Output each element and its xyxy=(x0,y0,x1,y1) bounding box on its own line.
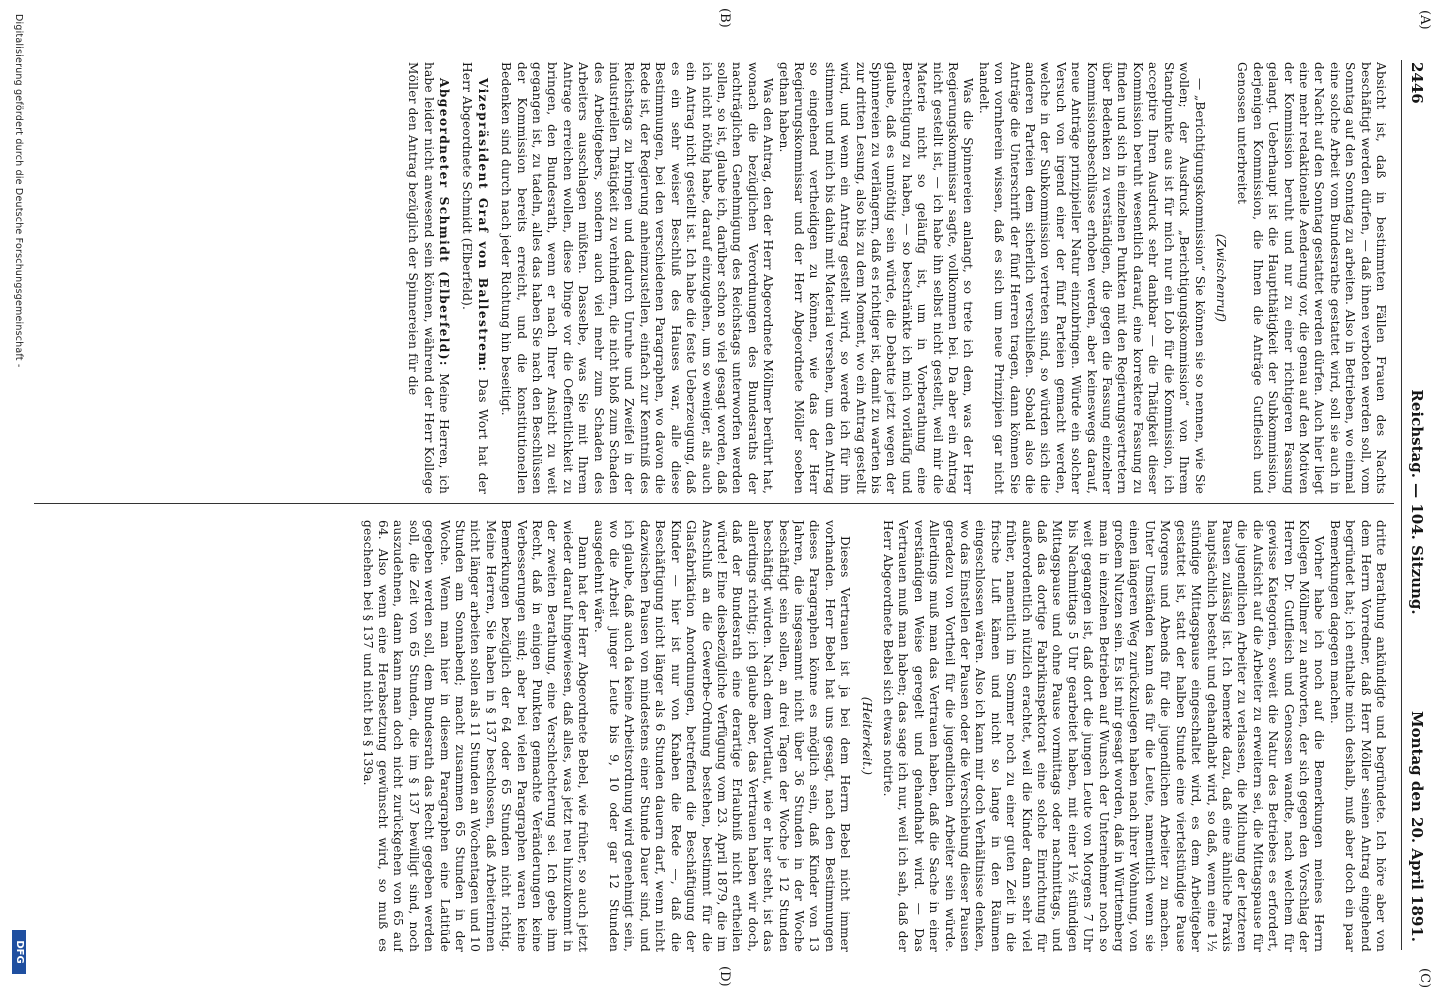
interjection: (Heiterkeit.) xyxy=(859,696,874,776)
speaker-name: Abgeordneter Schmidt (Elberfeld): xyxy=(437,78,452,367)
margin-marker-d: (D) xyxy=(717,966,732,987)
page-number: 2446 xyxy=(1408,62,1426,104)
speech-text: Meine Herren, ich habe leider nicht anwesend sein können, während der Herr Kollege Möller den Antrag bezüglich der Spinnereien für die xyxy=(406,62,452,494)
paragraph: Absicht ist, daß in bestimmten Fällen Frauen des Nachts beschäftigt werden dürfen, — daß ihnen verboten werden soll, vom Sonntag auf den Sonntag zu arbeiten. Also in Betrieben, wo einmal eine solche Arbeit vom Bundesrathe gestattet wird, soll sie auch in der Nacht auf den Sonntag gestattet werden dürfen. Auch hier liegt eine mehr redaktionelle Aenderung vor, die genau auf den Motiven der Kommission beruht und nur zu einer richtigeren Fassung gelangt. Ueberhaupt ist die Hauptthätigkeit der Subkommission, derjenigen Kommission, die Ihnen die Anträge Gutfleisch und Genossen unterbreitet xyxy=(1235,62,1388,494)
spacer xyxy=(490,62,498,494)
left-column xyxy=(28,62,1388,494)
paragraph: Was den Antrag, den der Herr Abgeordnete Möllmer berührt hat, wonach die bezüglichen Verordnungen des Bundesraths der nachträglichen Genehmigung des Reichstags unterworfen werden sollen, so ist, glaube ich, darüber schon so viel gesagt worden, daß ich nicht nöthig habe, darauf einzugehen, um so weniger, als auch ein Antrag nicht gestellt ist. Ich habe die feste Ueberzeugung, daß es ein sehr weiser Beschluß des Hauses war, alle diese Bestimmungen, bei den verschiedenen Paragraphen, wo davon die Rede ist, der Regierung anheimzustellen, einfach zur Kenntniß des Reichstags zu bringen und dadurch Unruhe und Zweifel in der industriellen Thätigkeit zu verhindern, die nicht bloß zum Schaden des Arbeitgebers, sondern auch viel mehr zum Schaden des Arbeiters ausschlagen müßten. Dasselbe, was Sie mit Ihrem Antrage erreichen wollen, diese Dinge vor die Oeffentlichkeit zu bringen, den Bundesrath, wenn er nach Ihrer Ansicht zu weit gegangen ist, zu tadeln, alles das haben Sie nach den Beschlüssen der Kommission bereits erreicht, und die konstitutionellen Bedenken sind durch nach jeder Richtung hin beseitigt. xyxy=(499,62,776,494)
paragraph: Dann hat der Herr Abgeordnete Bebel, wie früher, so auch jetzt wieder darauf hingewiesen, daß alles, was jetzt neu hinzukommt in der zweiten Berathung, eine Verschlechterung sei. Ich gebe ihm Recht, daß in einigen Punkten gemachte Veränderungen keine Verbesserungen sind; aber bei vielen Paragraphen waren keine Bemerkungen bezüglich der 64 oder 65 Stunden nicht richtig. Meine Herren, Sie haben in § 137 beschlossen, daß Arbeiterinnen nicht länger arbeiten sollen als 11 Stunden an Wochentagen und 10 Stunden am Sonnabend; macht zusammen 65 Stunden in der Woche. Wenn man hier in diesem Paragraphen eine Latitüde gegeben werden soll, dem Bundesrath das Recht gegeben werden soll, die Zeit von 65 Stunden, die im § 137 bewilligt sind, noch auszudehnen, dann kann man doch nicht zurückgehen von 65 auf 64. Also wenn eine Herabsetzung gewünscht wird, so muß es geschehen bei § 137 und nicht bei § 139a. xyxy=(360,520,591,952)
speaker-paragraph xyxy=(405,62,451,494)
margin-marker-c: (C) xyxy=(1417,968,1432,989)
speaker-name: Vizepräsident Graf von Ballestrem: xyxy=(475,78,490,373)
session-date: Montag den 20. April 1891. xyxy=(1408,711,1426,942)
digitization-footer xyxy=(8,0,28,1000)
paragraph: Vorher habe ich noch auf die Bemerkungen meines Herrn Kollegen Möllmer zu antworten, der sich gegen den Vorschlag der Herren Dr. Gutfleisch und Genossen wandte, nach welchem für gewisse Kategorien, soweit die Natur des Betriebes es erfordert, die Aufsicht auf die Arbeiter zu erweitern sei, die Mittagspause für die jugendlichen Arbeiter zu verlassen, die Milchung der letzteren Pausen zulässig ist. Ich bemerke dazu, daß eine ähnliche Praxis hauptsächlich besteht und gehandhabt wird, so daß, wenn eine 1½ stündige Mittagspause eingeschaltet wird, es dem Arbeitgeber gestattet ist, statt der halben Stunde eine viertelstündige Pause Morgens und Abends für die jugendlichen Arbeiter zu machen. Unter Umständen kann das für die Leute, namentlich wenn sie einen längeren Weg zurückzulegen haben nach ihrer Wohnung, von großem Nutzen sein. Es ist mir gesagt worden, daß in Württemberg man in einzelnen Betrieben auf Wunsch der Unternehmer noch so weit gegangen ist, daß dort die jungen Leute von Morgens 7 Uhr bis Nachmittags 5 Uhr gearbeitet haben, mit einer 1½ stündigen Mittagspause und ohne Pause vormittags oder nachmittags, und daß das dortige Fabrikinspektorat eine solche Einrichtung für außerordentlich nützlich erachtet, weil die Kinder dann sehr viel früher, namentlich im Sommer noch zu einer guten Zeit in die frische Luft kämen und nicht so lange in den Räumen eingeschlossen wären. Also ich kann mir doch Verhältnisse denken, wo das Einstellen der Pausen oder die Verschiebung dieser Pausen geradezu von Vortheil für die jugendlichen Arbeiter sein würde. Allerdings muß man das Vertrauen haben, daß die Sache in einer verständigen Weise geregelt und gehandhabt wird. — Das Vertrauen muß man haben; das sage ich nur, weil ich sah, daß der Herr Abgeordnete Bebel sich etwas notirte. xyxy=(881,520,1327,952)
column-divider xyxy=(34,503,1394,504)
paragraph: Was die Spinnereien anlangt, so trete ich dem, was der Herr Regierungskommissar sagte, vollkommen bei. Da aber ein Antrag nicht gestellt ist, — ich habe ihn selbst nicht gestellt, weil mir die Materie nicht so geläufig ist, um in Vorberathung eine Berechtigung zu haben, — so beschränkte ich mich vorläufig und glaube, daß es unnöthig sein würde, die Debatte jetzt wegen der Spinnereien zu verlängern, daß es richtiger ist, damit zu warten bis zur dritten Lesung, also bis zu dem Moment, wo ein Antrag gestellt wird, und wenn ein Antrag gestellt wird, so werde ich für ihn stimmen und mich bis dahin mit Material versehen, um den Antrag so eingehend vertheidigen zu können, wie das der Herr Regierungskommissar und der Herr Abgeordnete Möller soeben gethan haben. xyxy=(776,62,976,494)
paragraph: — „Berichtigungskommission“ Sie können sie so nennen, wie Sie wollen; der Ausdruck „Berichtigungskommission“ von Ihrem Standpunkte aus ist für mich nur ein Lob für die Kommission, ich acceptire Ihren Ausdruck sehr dankbar — die Thätigkeit dieser Kommission beruht wesentlich darauf, eine korrektere Fassung zu finden und sich in einzelnen Punkten mit den Regierungsvertretern über Bedenken zu verständigen, die gegen die Fassung einzelner Kommissionsbeschlüsse erhoben werden, aber keineswegs darauf, neue Anträge prinzipieller Natur einzubringen. Würde ein solcher Versuch von irgend einer der fünf Parteien gemacht werden, welche in der Subkommission vertreten sind, so würden sich die anderen Parteien dem sicherlich verschließen. Sobald also die Anträge die Unterschrift der fünf Herren tragen, dann können Sie von vornherein wissen, daß es sich um neue Prinzipien gar nicht handelt. xyxy=(976,62,1207,494)
speech-text: Das Wort hat der Herr Abgeordnete Schmidt (Elberfeld). xyxy=(460,62,490,494)
speaker-paragraph xyxy=(459,62,490,494)
interjection: (Zwischenruf) xyxy=(1213,233,1228,323)
dfg-logo: DFG xyxy=(12,930,26,974)
header-rule xyxy=(1401,60,1402,950)
right-column xyxy=(28,520,1388,952)
margin-marker-b: (B) xyxy=(717,8,732,28)
margin-marker-a: (A) xyxy=(1417,10,1432,30)
funding-notice: Digitalisierung gefördert durch die Deutsche Forschungsgemeinschaft - xyxy=(13,14,24,368)
paragraph: dritte Berathung ankündigte und begründete. Ich höre aber von dem Herrn Vorredner, daß Herr Möller seinen Antrag eingehend begründet hat; ich enthalte mich deshalb, muß aber doch ein paar Bemerkungen dagegen machen. xyxy=(1327,520,1388,952)
paragraph: Dieses Vertrauen ist ja bei dem Herrn Bebel nicht immer vorhanden. Herr Bebel hat uns gesagt, nach den Bestimmungen dieses Paragraphen könne es möglich sein, daß Kinder von 13 Jahren, die insgesammt nicht über 36 Stunden in der Woche beschäftigt sein sollen, an drei Tagen der Woche je 12 Stunden beschäftigt würden. Nach dem Wortlaut, wie er hier steht, ist das allerdings richtig; ich glaube aber, das Vertrauen haben wir doch, daß der Bundesrath eine derartige Erlaubniß nicht ertheilen würde! Eine diesbezügliche Verfügung vom 23. April 1879, die im Anschluß an die Gewerbe-Ordnung bestehen, bestimmt für die Glasfabrikation Anordnungen, betreffend die Beschäftigung der Kinder — hier ist nur von Knaben die Rede —, daß die Beschäftigung nicht länger als 6 Stunden dauern darf, wenn nicht dazwischen Pausen von mindestens einer Stunde Dauer sind, und ich glaube, daß auch da keine Arbeitsordnung wird genehmigt sein, wo die Arbeit junger Leute bis 9, 10 oder gar 12 Stunden ausgedehnt wäre. xyxy=(591,520,853,952)
session-title: Reichstag. — 104. Sitzung. xyxy=(1408,389,1426,615)
spacer xyxy=(451,62,459,494)
